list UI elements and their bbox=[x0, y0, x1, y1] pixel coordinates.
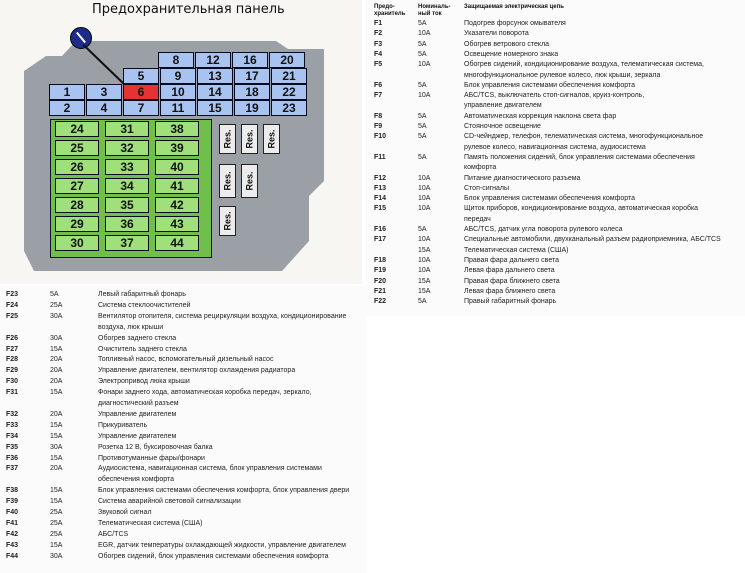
fuse-current: 20A bbox=[50, 367, 63, 375]
fuse-id: F1 bbox=[374, 20, 383, 27]
fuse-circuit: Питание диагностического разъема bbox=[464, 174, 581, 182]
fuse-7: 7 bbox=[123, 100, 159, 116]
fuse-id: F41 bbox=[6, 519, 19, 527]
fuse-current: 10A bbox=[418, 61, 431, 69]
fuse-10: 10 bbox=[160, 84, 196, 100]
fuse-26: 26 bbox=[55, 159, 99, 175]
fuse-current: 15A bbox=[50, 432, 63, 440]
fuse-circuit: Топливный насос, вспомогательный дизельный насос bbox=[98, 356, 274, 364]
header-current: Номиналь- ный ток bbox=[418, 4, 451, 17]
fuse-current: 25A bbox=[50, 301, 63, 309]
fuse-37: 37 bbox=[105, 235, 149, 251]
fuse-circuit: АБС/TCS, датчик угла поворота рулевого колеса bbox=[464, 226, 623, 233]
reserve-label: Res. bbox=[266, 129, 277, 149]
fuse-circuit: Правая фара дальнего света bbox=[464, 256, 559, 264]
fuse-34: 34 bbox=[105, 178, 149, 194]
fuse-current: 15A bbox=[418, 277, 431, 285]
fuse-circuit: EGR, датчик температуры охлаждающей жидкости, управление двигателем bbox=[98, 541, 346, 549]
fuse-current: 5A bbox=[418, 50, 427, 58]
fuse-circuit: Блок управления системами обеспечения комфорта, блок управления двери bbox=[98, 487, 350, 495]
fuse-current: 5A bbox=[418, 153, 427, 161]
fuse-19: 19 bbox=[234, 100, 270, 116]
fuse-current: 15A bbox=[418, 287, 431, 295]
fuse-circuit: CD-чейнджер, телефон, телематическая система, многофункциональное bbox=[464, 133, 704, 141]
fuse-current: 30A bbox=[50, 334, 63, 342]
fuse-circuit: Прикуриватель bbox=[98, 421, 148, 429]
fuse-current: 25A bbox=[50, 509, 63, 516]
fuse-circuit: Управление двигателем bbox=[98, 432, 177, 440]
fuse-current: 20A bbox=[50, 410, 63, 418]
fuse-31: 31 bbox=[105, 121, 149, 137]
fuse-circuit: Электропривод люка крыши bbox=[98, 378, 190, 386]
fuse-current: 15A bbox=[50, 541, 63, 549]
reserve-fuse-5 bbox=[241, 164, 258, 198]
fuse-2: 2 bbox=[49, 100, 85, 116]
fuse-circuit: Правая фара ближнего света bbox=[464, 277, 560, 285]
fuse-current: 15A bbox=[50, 498, 63, 506]
fuse-39: 39 bbox=[155, 140, 199, 156]
fuse-circuit: многофункциональное рулевое колесо, люк крыши, зеркала bbox=[464, 71, 661, 79]
fuse-32: 32 bbox=[105, 140, 149, 156]
fuse-11: 11 bbox=[160, 100, 196, 116]
fuse-circuit: Память положения сидений, блок управления системами обеспечения bbox=[464, 153, 695, 161]
right-fuse-table bbox=[366, 0, 745, 316]
fuse-35: 35 bbox=[105, 197, 149, 213]
fuse-id: F6 bbox=[374, 81, 383, 89]
fuse-circuit: Стоп-сигналы bbox=[464, 184, 510, 192]
reserve-fuse-3 bbox=[263, 124, 280, 154]
fuse-id: F38 bbox=[6, 487, 19, 495]
reserve-label: Res. bbox=[244, 129, 255, 149]
fuse-id: F34 bbox=[6, 432, 19, 440]
fuse-circuit: Телематическая система (США) bbox=[98, 519, 203, 527]
fuse-id: F7 bbox=[374, 92, 383, 100]
fuse-id: F13 bbox=[374, 184, 387, 192]
fuse-circuit: Щиток приборов, кондиционирование воздуха, автоматическая коробка bbox=[464, 205, 699, 213]
fuse-circuit: Левая фара ближнего света bbox=[464, 287, 556, 295]
fuse-current: 5A bbox=[418, 81, 427, 89]
fuse-41: 41 bbox=[155, 178, 199, 194]
fuse-id: F14 bbox=[374, 195, 387, 203]
fuse-current: 20A bbox=[50, 378, 63, 386]
fuse-28: 28 bbox=[55, 197, 99, 213]
fuse-circuit: Розетка 12 В, буксировочная балка bbox=[98, 443, 213, 451]
fuse-circuit: Система стеклоочистителей bbox=[98, 301, 191, 309]
reserve-label: Res. bbox=[222, 171, 233, 191]
fuse-id: F40 bbox=[6, 509, 19, 516]
reserve-label: Res. bbox=[244, 171, 255, 191]
fuse-id: F12 bbox=[374, 174, 387, 182]
fuse-id: F30 bbox=[6, 378, 19, 386]
fuse-current: 15A bbox=[50, 389, 63, 397]
fuse-id: F19 bbox=[374, 267, 387, 275]
fuse-15: 15 bbox=[197, 100, 233, 116]
fuse-current: 15A bbox=[418, 246, 431, 254]
fuse-current: 15A bbox=[50, 421, 63, 429]
fuse-circuit: Очиститель заднего стекла bbox=[98, 345, 187, 353]
fuse-circuit: Аудиосистема, навигационная система, блок управления системами bbox=[98, 465, 322, 473]
fuse-current: 10A bbox=[418, 184, 431, 192]
fuse-current: 10A bbox=[418, 205, 431, 213]
fuse-3: 3 bbox=[86, 84, 122, 100]
fuse-circuit: Левая фара дальнего света bbox=[464, 267, 555, 275]
fuse-id: F15 bbox=[374, 205, 387, 213]
fuse-id: F9 bbox=[374, 123, 383, 130]
fuse-circuit: Специальные автомобили, двухканальный разъем радиоприемника, АБС/TCS bbox=[464, 236, 721, 244]
fuse-circuit: Левый габаритный фонарь bbox=[98, 291, 186, 298]
fuse-current: 5A bbox=[418, 40, 427, 48]
reserve-fuse-1 bbox=[219, 124, 236, 154]
fuse-id: F42 bbox=[6, 530, 19, 538]
fuse-30: 30 bbox=[55, 235, 99, 251]
fuse-circuit: Обогрев заднего стекла bbox=[98, 334, 177, 342]
fuse-circuit: Блок управления системами обеспечения комфорта bbox=[464, 81, 635, 89]
fuse-current: 30A bbox=[50, 552, 63, 560]
fuse-circuit: Управление двигателем bbox=[98, 410, 177, 418]
fuse-23: 23 bbox=[271, 100, 307, 116]
fuse-circuit: Вентилятор отопителя, система рециркуляции воздуха, кондиционирование bbox=[98, 312, 347, 320]
fuse-current: 10A bbox=[418, 236, 431, 244]
fuse-circuit: Управление двигателем, вентилятор охлаждения радиатора bbox=[98, 367, 296, 375]
fuse-circuit: воздуха, люк крыши bbox=[98, 323, 164, 331]
fuse-id: F11 bbox=[374, 153, 386, 161]
fuse-current: 5A bbox=[418, 112, 427, 120]
fuse-1: 1 bbox=[49, 84, 85, 100]
fuse-circuit: Освещение номерного знака bbox=[464, 50, 559, 58]
fuse-id: F4 bbox=[374, 50, 383, 58]
header-circuit: Защищаемая электрическая цепь bbox=[464, 4, 564, 10]
fuse-25: 25 bbox=[55, 140, 99, 156]
header-fuse: Предо- хранитель bbox=[374, 4, 406, 17]
panel-screw-icon bbox=[70, 27, 92, 49]
reserve-label: Res. bbox=[222, 129, 233, 149]
fuse-id: F23 bbox=[6, 291, 19, 298]
fuse-id: F29 bbox=[6, 367, 19, 375]
fuse-6: 6 bbox=[123, 84, 159, 100]
fuse-current: 10A bbox=[418, 30, 431, 38]
fuse-current: 5A bbox=[418, 133, 427, 141]
fuse-id: F32 bbox=[6, 410, 19, 418]
fuse-current: 20A bbox=[50, 465, 63, 473]
fuse-circuit: Подогрев форсунок омывателя bbox=[464, 20, 566, 27]
fuse-16: 16 bbox=[232, 52, 268, 68]
fuse-circuit: Обогрев ветрового стекла bbox=[464, 40, 550, 48]
fuse-id: F3 bbox=[374, 40, 383, 48]
fuse-id: F22 bbox=[374, 298, 387, 306]
fuse-current: 10A bbox=[418, 256, 431, 264]
fuse-circuit: Стояночное освещение bbox=[464, 123, 541, 130]
fuse-current: 5A bbox=[418, 226, 427, 233]
fuse-circuit: управление двигателем bbox=[464, 102, 542, 110]
fuse-current: 10A bbox=[418, 267, 431, 275]
fuse-20: 20 bbox=[269, 52, 305, 68]
fuse-id: F8 bbox=[374, 112, 383, 120]
bottom-fuse-table bbox=[0, 286, 366, 573]
fuse-current: 10A bbox=[418, 174, 431, 182]
fuse-4: 4 bbox=[86, 100, 122, 116]
fuse-id: F18 bbox=[374, 256, 387, 264]
reserve-label: Res. bbox=[222, 211, 233, 231]
fuse-17: 17 bbox=[234, 68, 270, 84]
fuse-id: F16 bbox=[374, 226, 387, 233]
fuse-current: 30A bbox=[50, 443, 63, 451]
fuse-13: 13 bbox=[197, 68, 233, 84]
fuse-id: F20 bbox=[374, 277, 387, 285]
fuse-29: 29 bbox=[55, 216, 99, 232]
fuse-current: 25A bbox=[50, 530, 63, 538]
fuse-id: F28 bbox=[6, 356, 19, 364]
fuse-id: F2 bbox=[374, 30, 383, 38]
fuse-12: 12 bbox=[195, 52, 231, 68]
fuse-circuit: комфорта bbox=[464, 164, 497, 172]
panel-title: Предохранительная панель bbox=[92, 2, 285, 17]
fuse-43: 43 bbox=[155, 216, 199, 232]
fuse-current: 10A bbox=[418, 195, 431, 203]
fuse-circuit: Обогрев сидений, блок управления системами обеспечения комфорта bbox=[98, 552, 329, 560]
reserve-fuse-6 bbox=[219, 206, 236, 236]
fuse-circuit: Звуковой сигнал bbox=[98, 509, 152, 516]
fuse-id: F43 bbox=[6, 541, 19, 549]
fuse-circuit: АБС/TCS bbox=[98, 530, 129, 538]
fuse-circuit: диагностический разъем bbox=[98, 400, 179, 407]
fuse-id: F33 bbox=[6, 421, 19, 429]
fuse-33: 33 bbox=[105, 159, 149, 175]
fuse-8: 8 bbox=[158, 52, 194, 68]
fuse-id: F39 bbox=[6, 498, 19, 506]
fuse-24: 24 bbox=[55, 121, 99, 137]
fuse-current: 15A bbox=[50, 345, 63, 353]
fuse-current: 5A bbox=[418, 298, 427, 306]
fuse-circuit: Блок управления системами обеспечения комфорта bbox=[464, 195, 635, 203]
fuse-circuit: обеспечения комфорта bbox=[98, 476, 174, 484]
fuse-circuit: АБС/TCS, выключатель стоп-сигналов, круиз-контроль, bbox=[464, 92, 645, 100]
fuse-44: 44 bbox=[155, 235, 199, 251]
fuse-current: 15A bbox=[50, 487, 63, 495]
fuse-21: 21 bbox=[271, 68, 307, 84]
fuse-40: 40 bbox=[155, 159, 199, 175]
fuse-circuit: Телематическая система (США) bbox=[464, 246, 569, 254]
fuse-current: 5A bbox=[418, 20, 427, 27]
fuse-id: F31 bbox=[6, 389, 19, 397]
fuse-42: 42 bbox=[155, 197, 199, 213]
fuse-current: 5A bbox=[418, 123, 427, 130]
fuse-circuit: Противотуманные фары/фонари bbox=[98, 454, 205, 462]
fuse-18: 18 bbox=[234, 84, 270, 100]
fuse-38: 38 bbox=[155, 121, 199, 137]
fuse-circuit: передач bbox=[464, 215, 491, 223]
fuse-id: F5 bbox=[374, 61, 383, 69]
fuse-current: 5A bbox=[50, 291, 59, 298]
fuse-current: 30A bbox=[50, 312, 63, 320]
fuse-panel-figure bbox=[0, 0, 362, 284]
fuse-id: F35 bbox=[6, 443, 19, 451]
fuse-circuit: рулевое колесо, навигационная система, аудиосистема bbox=[464, 143, 646, 151]
fuse-9: 9 bbox=[160, 68, 196, 84]
fuse-current: 15A bbox=[50, 454, 63, 462]
reserve-fuse-2 bbox=[241, 124, 258, 154]
fuse-circuit: Система аварийной световой сигнализации bbox=[98, 498, 241, 506]
reserve-fuse-4 bbox=[219, 164, 236, 198]
fuse-36: 36 bbox=[105, 216, 149, 232]
fuse-circuit: Указатели поворота bbox=[464, 30, 529, 38]
fuse-id: F24 bbox=[6, 301, 19, 309]
fuse-id: F36 bbox=[6, 454, 19, 462]
fuse-circuit: Правый габаритный фонарь bbox=[464, 298, 557, 306]
fuse-id: F37 bbox=[6, 465, 19, 473]
fuse-current: 20A bbox=[50, 356, 63, 364]
fuse-circuit: Фонари заднего хода, автоматическая коробка передач, зеркало, bbox=[98, 389, 312, 397]
fuse-27: 27 bbox=[55, 178, 99, 194]
fuse-circuit: Автоматическая коррекция наклона света фар bbox=[464, 112, 617, 120]
fuse-id: F27 bbox=[6, 345, 19, 353]
fuse-id: F10 bbox=[374, 133, 387, 141]
fuse-current: 25A bbox=[50, 519, 63, 527]
fuse-id: F25 bbox=[6, 312, 19, 320]
fuse-id: F21 bbox=[374, 287, 387, 295]
fuse-14: 14 bbox=[197, 84, 233, 100]
fuse-circuit: Обогрев сидений, кондиционирование воздуха, телематическая система, bbox=[464, 61, 704, 69]
fuse-current: 10A bbox=[418, 92, 431, 100]
fuse-5: 5 bbox=[123, 68, 159, 84]
fuse-id: F26 bbox=[6, 334, 19, 342]
fuse-id: F17 bbox=[374, 236, 387, 244]
fuse-22: 22 bbox=[271, 84, 307, 100]
fuse-id: F44 bbox=[6, 552, 19, 560]
